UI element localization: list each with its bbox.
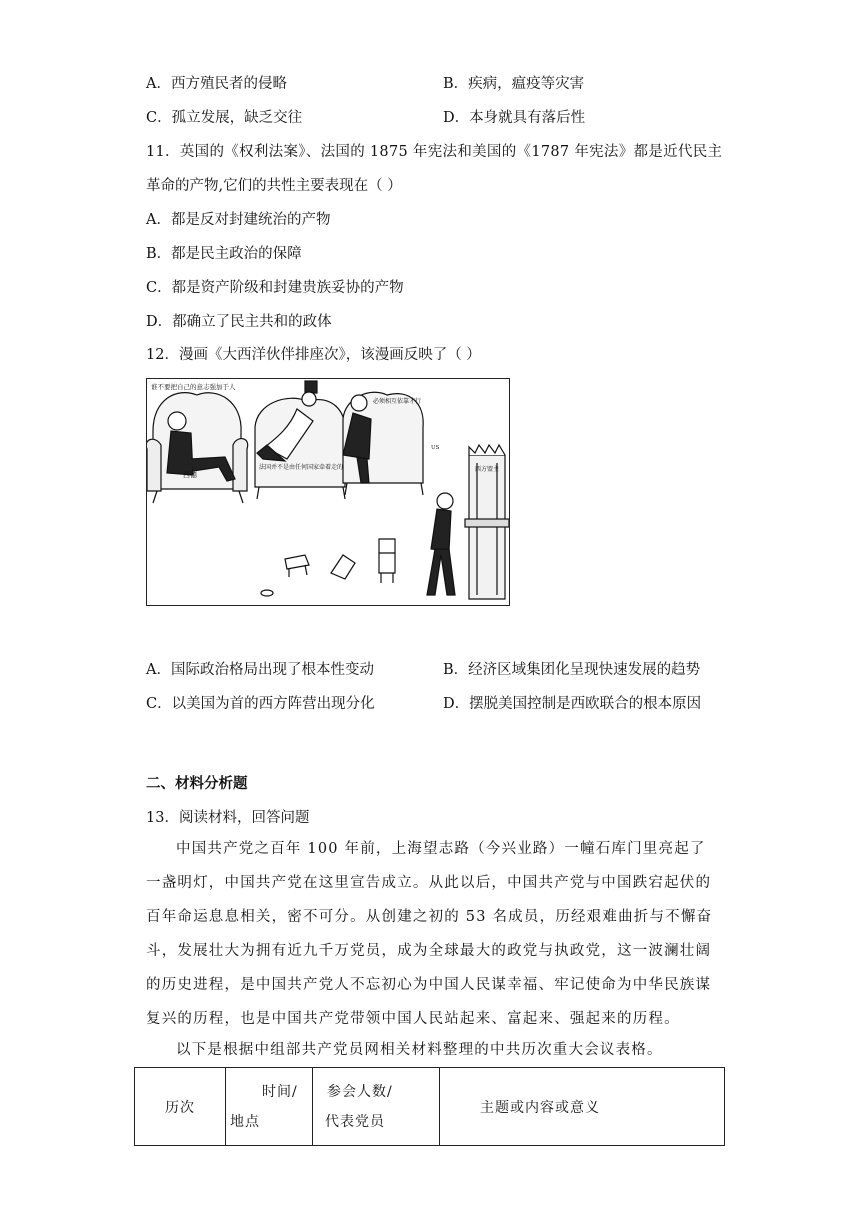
armchair-3 — [343, 392, 423, 495]
header-session: 历次 — [135, 1068, 226, 1146]
standing-figure — [427, 493, 455, 595]
q12-option-d: D．摆脱美国控制是西欧联合的根本原因 — [443, 696, 702, 712]
header-attendee-count: 参会人数/ — [327, 1083, 393, 1100]
header-time: 时间/ — [262, 1083, 298, 1100]
armchair-2 — [255, 381, 345, 499]
table-header-row — [135, 1068, 725, 1146]
q11-stem-line2: 革命的产物,它们的共性主要表现在（ ） — [146, 178, 402, 194]
cartoon-label-6: US — [431, 445, 440, 451]
q11-option-c: C．都是资产阶级和封建贵族妥协的产物 — [146, 280, 404, 296]
q10-option-c: C．孤立发展，缺乏交往 — [146, 110, 303, 126]
q10-option-a: A．西方殖民者的侵略 — [146, 76, 287, 92]
header-theme: 主题或内容或意义 — [440, 1068, 725, 1146]
section-title: 二、材料分析题 — [146, 776, 248, 792]
q12-cartoon-image — [146, 378, 510, 606]
q11-option-d: D．都确立了民主共和的政体 — [146, 314, 332, 330]
cartoon-label-1: 谁不要把自己的意志强加于人 — [151, 383, 236, 391]
q13-stem: 13．阅读材料，回答问题 — [146, 810, 310, 826]
cartoon-label-5: 西方盟主 — [475, 466, 500, 473]
header-attendees — [313, 1068, 440, 1146]
q10-option-b: B．疾病，瘟疫等灾害 — [443, 76, 585, 92]
header-time-place — [226, 1068, 313, 1146]
armchair-1 — [147, 393, 248, 503]
q13-material-paragraph: 中国共产党之百年 100 年前，上海望志路（今兴业路）一幢石库门里亮起了一盏明灯，中国共产党在这里宣告成立。从此以后，中国共产党与中国跌宕起伏的百年命运息息相关，密不可分。从创建之初的 53 名成员，历经艰难曲折与不懈奋斗，发展壮大为拥有近九千万党员，成为全球最大的政党与执政党，这一波澜壮阔的历史进程，是中国共产党人不忘初心为中国人民谋幸福、牢记使命为中华民族谋复兴的历程，也是中国共产党带领中国人民站起来、富起来、强起来的历程。 — [146, 841, 713, 1027]
q10-option-d: D．本身就具有落后性 — [443, 110, 586, 126]
header-members: 代表党员 — [325, 1113, 385, 1130]
q11-option-b: B．都是民主政治的保障 — [146, 246, 302, 262]
q12-option-b: B．经济区域集团化呈现快速发展的趋势 — [443, 662, 701, 678]
small-chairs — [261, 539, 395, 596]
q13-table-intro: 以下是根据中组部共产党员网相关材料整理的中共历次重大会议表格。 — [176, 1042, 663, 1058]
q12-option-c: C．以美国为首的西方阵营出现分化 — [146, 696, 375, 712]
q11-option-a: A．都是反对封建统治的产物 — [146, 212, 331, 228]
cartoon-label-2: 法国并不是由任何国家牵着走的 — [259, 464, 344, 471]
meetings-table — [134, 1067, 725, 1146]
cartoon-label-3: 必须相互依靠才行 — [373, 398, 422, 405]
cartoon-drawing — [147, 379, 510, 606]
q11-stem-line1: 11．英国的《权利法案》、法国的 1875 年宪法和美国的《1787 年宪法》都是近代民主 — [146, 144, 723, 160]
q12-option-a: A．国际政治格局出现了根本性变动 — [146, 662, 374, 678]
header-place: 地点 — [230, 1113, 260, 1130]
cartoon-label-4: 西德 — [183, 471, 197, 479]
q12-stem: 12．漫画《大西洋伙伴排座次》，该漫画反映了（ ） — [146, 347, 481, 363]
